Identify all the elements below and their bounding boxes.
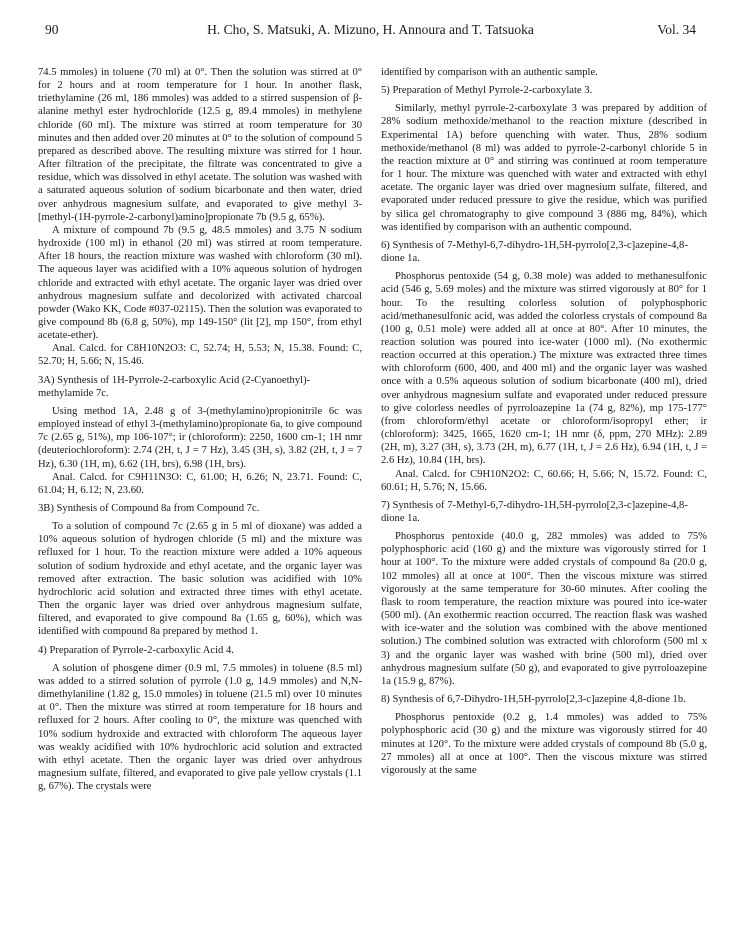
- section-heading: 8) Synthesis of 6,7-Dihydro-1H,5H-pyrrolo[2,3-c]azepine 4,8-dione 1b.: [381, 694, 686, 706]
- running-header: [45, 22, 696, 42]
- paragraph: Anal. Calcd. for C9H11N3O: C, 61.00; H, 6.26; N, 23.71. Found: C, 61.04; H, 6.12; N, 23.60.: [38, 471, 362, 496]
- paragraph: A solution of phosgene dimer (0.9 ml, 7.5 mmoles) in toluene (8.5 ml) was added to a stirred solution of pyrrole (1.0 g, 14.9 mmoles) and N,N-dimethylaniline (1.82 g, 15.0 mmoles) in toluene (21.5 ml) over 10 minutes at 0°. Then the mixture was stirred at room temperature for 18 hours and refluxed for 2 hours. After cooling to 0°, the mixture was quenched with 10% sodium hydroxide and extracted with chloroform The aqueous layer was weakly acidified with 10% hydrochloric acid solution and extracted with ethyl acetate. Then the organic layer was dried over anhydrous magnesium sulfate, filtered, and evaporated to give pale yellow crystals (1.1 g, 67%). The crystals were: [38, 662, 362, 793]
- paragraph: Anal. Calcd. for C9H10N2O2: C, 60.66; H, 5.66; N, 15.72. Found: C, 60.61; H, 5.76; N, 15.66.: [381, 468, 707, 493]
- section-heading: 3B) Synthesis of Compound 8a from Compound 7c.: [38, 503, 260, 514]
- right-column: [381, 66, 707, 777]
- paragraph: Anal. Calcd. for C8H10N2O3: C, 52.74; H, 5.53; N, 15.38. Found: C, 52.70; H, 5.66; N, 15.46.: [38, 343, 362, 368]
- section-heading: 7) Synthesis of 7-Methyl-6,7-dihydro-1H,5H-pyrrolo[2,3-c]azepine-4,8-dione 1a.: [381, 499, 688, 524]
- section-heading: 4) Preparation of Pyrrole-2-carboxylic Acid 4.: [38, 644, 234, 656]
- paragraph: Phosphorus pentoxide (54 g, 0.38 mole) was added to methanesulfonic acid (546 g, 5.69 moles) and the mixture was stirred vigorously at 80° for 1 hour. To the resulting colorless solution of polyphosphoric acid/methanesulfonic acid, was added the colorless crystals of compound 8a (100 g, 0.51 mole) were added all at once at 80°. After 10 minutes, the reaction solution was poured into ice-water (1000 ml). (No exothermic reaction occurred at this operation.) The mixture was extracted three times with chloroform (600, 400, and 400 ml) and the organic layer was washed once with a 0.5% aqueous solution of sodium bicarbonate (400 ml), dried over anhydrous magnesium sulfate and evaporated under reduced pressure to give colorless needles of pyrroloazepine 1a (74 g, 82%), mp 175-177° (from chloroform/ethyl acetate or chloroform/isopropyl ether; ir (chloroform): 3425, 1665, 1620 cm-1; 1H nmr (δ, ppm, 270 MHz): 2.89 (2H, m), 3.27 (3H, s), 3.73 (2H, m), 6.77 (1H, t, J = 2.6 Hz), 6.94 (1H, t, J = 2.6 Hz), 10.84 (1H, brs).: [381, 271, 707, 467]
- volume-label: Vol. 34: [657, 22, 696, 37]
- section-heading: 5) Preparation of Methyl Pyrrole-2-carboxylate 3.: [381, 85, 593, 97]
- paragraph: Phosphorus pentoxide (40.0 g, 282 mmoles) was added to 75% polyphosphoric acid (160 g) and the mixture was vigorously stirred for 1 hour at 100°. To the mixture were added crystals of compound 8a (20.0 g, 102 mmoles) all at once at 100°. Then the viscous mixture was stirred vigorously at the same temperature for 30-60 minutes. After cooling the flask to room temperature, the reaction mixture was poured into ice-water (500 ml). (An exothermic reaction occurred. The reaction flask was washed with ice-water and the solution was combined with the above mentioned solution.) The combined solution was extracted with chloroform (500 ml x 3) and the organic layer was washed with brine (500 ml), dried over anhydrous magnesium sulfate (50 g), and evaporated to give pyrroloazepine 1a (15.9 g, 87%).: [381, 531, 707, 687]
- authors-line: H. Cho, S. Matsuki, A. Mizuno, H. Annoura and T. Tatsuoka: [207, 22, 534, 37]
- paragraph: Similarly, methyl pyrrole-2-carboxylate 3 was prepared by addition of 28% sodium methoxide/methanol to the reaction mixture (described in Experimental 1A) before quenching with water. Thus, 28% sodium methoxide/methanol (8 ml) was added to pyrrole-2-carbonyl chloride 5 in the reaction mixture at 0° and stirring was continued at room temperature for 1 hour. The mixture was quenched with water and extracted with ethyl acetate. The organic layer was dried over magnesium sulfate, filtered, and evaporated under reduced pressure to give the residue, which was purified by silica gel chromatography to give compound 3 (886 mg, 84%), which was identified by comparison with an authentic compound.: [381, 103, 707, 233]
- paragraph: identified by comparison with an authentic sample.: [381, 67, 598, 78]
- paragraph: A mixture of compound 7b (9.5 g, 48.5 mmoles) and 3.75 N sodium hydroxide (100 ml) in ethanol (20 ml) was stirred at room temperature. After 18 hours, the reaction mixture was washed with chloroform (30 ml). The aqueous layer was acidified with a 10% aqueous solution of hydrogen chloride and extracted with ethyl acetate. The organic layer was dried over anhydrous magnesium sulfate and decolorized with activated charcoal powder (Wako KK, Code #037-02115). Then the solution was evaporated to give compound 8b (6.8 g, 50%), mp 149-150° (lit [2], mp 150°, from ethyl acetate-ether).: [38, 224, 362, 342]
- section-heading: 6) Synthesis of 7-Methyl-6,7-dihydro-1H,5H-pyrrolo[2,3-c]azepine-4,8-dione 1a.: [381, 239, 688, 265]
- left-column: [38, 66, 362, 793]
- page-number: 90: [45, 22, 59, 37]
- paragraph: Using method 1A, 2.48 g of 3-(methylamino)propionitrile 6c was employed instead of ethyl 3-(methylamino)propionate 6a, to give compound 7c (2.65 g, 51%), mp 106-107°; ir (chloroform): 2250, 1600 cm-1; 1H nmr (deuteriochloroform): 2.74 (2H, t, J = 7 Hz), 3.45 (3H, s), 3.82 (2H, t, J = 7 Hz), 6.30 (1H, m), 6.62 (1H, brs), 6.98 (1H, brs).: [38, 405, 362, 470]
- paragraph: To a solution of compound 7c (2.65 g in 5 ml of dioxane) was added a 10% aqueous solution of hydrogen chloride (5 ml) and the mixture was refluxed for 1 hour. To the reaction mixture were added a 10% aqueous solution of sodium hydroxide and ethyl acetate, and the organic layer was removed after extraction. The basic solution was acidified with 10% hydrochloric acid solution and extracted three times with ethyl acetate. Then the organic layer was dried over anhydrous magnesium sulfate, filtered, and evaporated to give compound 8a (1.65 g, 60%), which was identified with compound 8a prepared by method 1.: [38, 521, 362, 638]
- paragraph: Phosphorus pentoxide (0.2 g, 1.4 mmoles) was added to 75% polyphosphoric acid (30 g) and the mixture was vigorously stirred for 40 minutes at 120°. To the mixture were added crystals of compound 8b (5.0 g, 27 mmoles) all at once at 100°. Then the viscous mixture was stirred vigorously at the same: [381, 712, 707, 776]
- paragraph: 74.5 mmoles) in toluene (70 ml) at 0°. Then the solution was stirred at 0° for 2 hours and at room temperature for 1 hour. In another flask, triethylamine (26 ml, 186 mmoles) was added to a stirred suspension of β-alanine methyl ester hydrochloride (12.5 g, 89.4 mmoles) in methylene chloride (60 ml). The mixture was stirred at room temperature for 30 minutes and then added over 20 minutes at 0° to the solution of compound 5 prepared as described above. The resulting mixture was stirred for 1 hour. After filtration of the precipitate, the filtrate was concentrated to give a residue, which was dissolved in ethyl acetate. The solution was washed with a saturated aqueous solution of sodium bicarbonate and then water, dried over anhydrous magnesium sulfate, and evaporated to give methyl 3-[methyl-(1H-pyrrole-2-carbonyl)amino]propionate 7b (9.5 g, 65%).: [38, 67, 362, 223]
- section-heading: 3A) Synthesis of 1H-Pyrrole-2-carboxylic Acid (2-Cyanoethyl)-methylamide 7c.: [38, 374, 311, 399]
